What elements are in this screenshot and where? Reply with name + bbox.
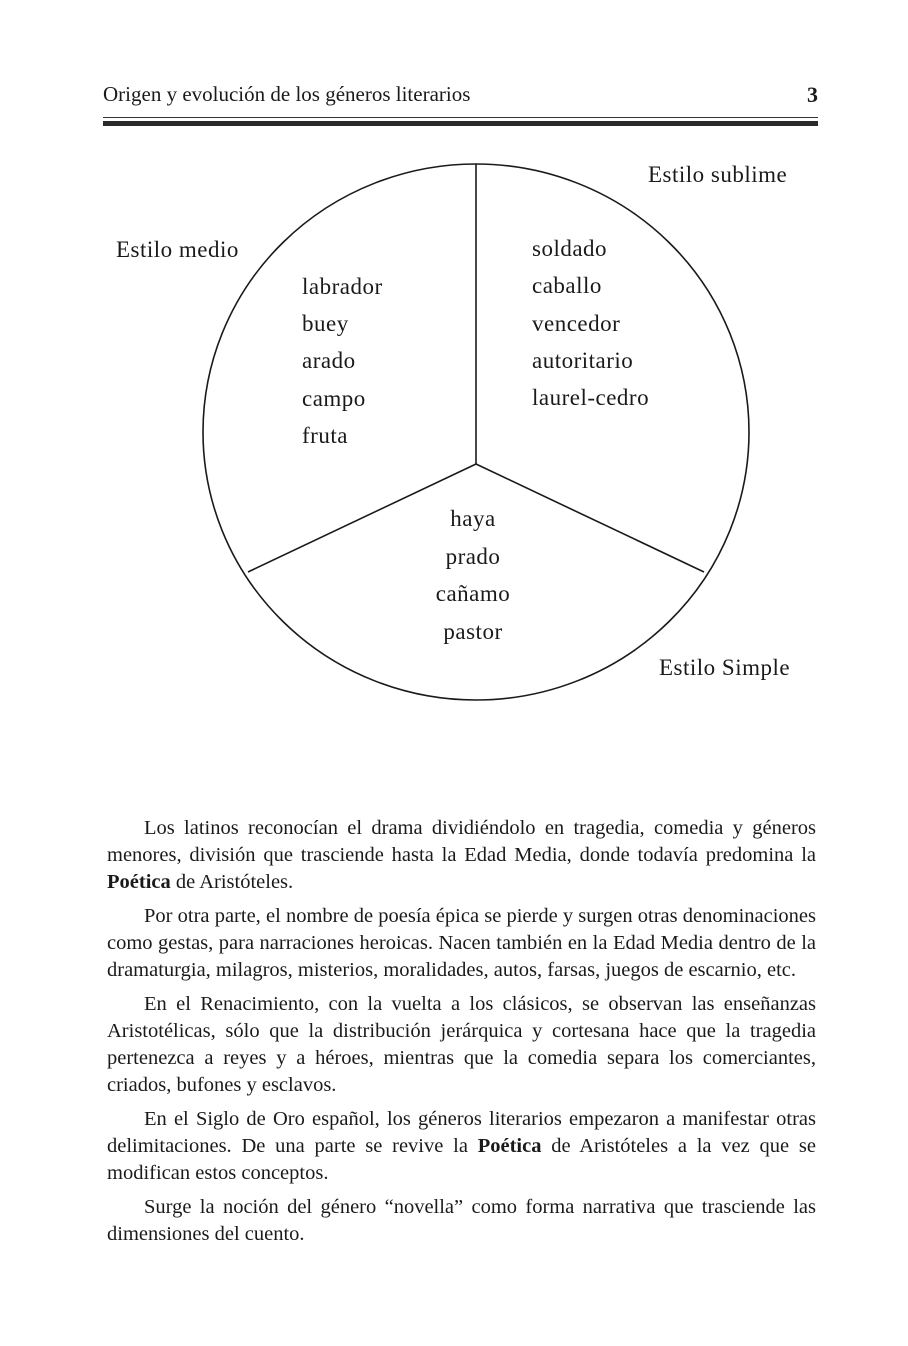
simple-word: haya (450, 506, 496, 531)
divider-left (248, 464, 476, 572)
paragraph (107, 1106, 816, 1187)
label-estilo-medio: Estilo medio (116, 237, 239, 262)
sublime-word: autoritario (532, 348, 634, 373)
medio-word: arado (302, 348, 356, 373)
paragraph-text: de Aristóteles a la vez que se modifican estos conceptos. (107, 1135, 816, 1184)
paragraph (107, 815, 816, 896)
simple-word: cañamo (435, 581, 511, 606)
paragraph (107, 1194, 816, 1248)
sublime-word: vencedor (532, 311, 621, 336)
sublime-word: caballo (532, 273, 602, 298)
paragraph-text: Por otra parte, el nombre de poesía épica se pierde y surgen otras denominaciones como gestas, para narraciones heroicas. Nacen también en la Edad Media dentro de la dramaturgia, milagros, misterios, moralidades, autos, farsas, juegos de escarnio, etc. (107, 905, 816, 981)
medio-word: campo (302, 386, 366, 411)
paragraph-text: de Aristóteles. (170, 871, 294, 893)
label-estilo-simple: Estilo Simple (659, 655, 791, 680)
medio-word: labrador (302, 274, 383, 299)
medio-word: buey (302, 311, 349, 336)
divider-right (476, 464, 704, 572)
running-title: Origen y evolución de los géneros literarios (103, 82, 471, 106)
paragraph-text: Los latinos reconocían el drama dividiéndolo en tragedia, comedia y géneros menores, división que trasciende hasta la Edad Media, donde todavía predomina la (107, 817, 816, 866)
sublime-word: soldado (532, 236, 608, 261)
emphasis-poetica: Poética (107, 871, 171, 893)
paragraph (107, 903, 816, 984)
paragraph-text: Surge la noción del género “novella” como forma narrativa que trasciende las dimensiones del cuento. (107, 1196, 816, 1245)
paragraph-text: En el Siglo de Oro español, los géneros literarios empezaron a manifestar otras delimitaciones. De una parte se revive la (107, 1108, 816, 1157)
sublime-word: laurel-cedro (532, 385, 650, 410)
label-estilo-sublime: Estilo sublime (648, 162, 788, 187)
simple-word: prado (445, 544, 501, 569)
simple-word: pastor (443, 619, 503, 644)
body-text (107, 815, 816, 1255)
medio-word: fruta (302, 423, 348, 448)
page-number: 3 (807, 82, 818, 107)
paragraph-text: En el Renacimiento, con la vuelta a los clásicos, se observan las enseñanzas Aristotélicas, sólo que la distribución jerárquica y cortesana hace que la tragedia pertenezca a reyes y a héroes, mientras que la comedia separa los comerciantes, criados, bufones y esclavos. (107, 993, 816, 1096)
emphasis-poetica: Poética (477, 1135, 542, 1157)
paragraph (107, 991, 816, 1099)
